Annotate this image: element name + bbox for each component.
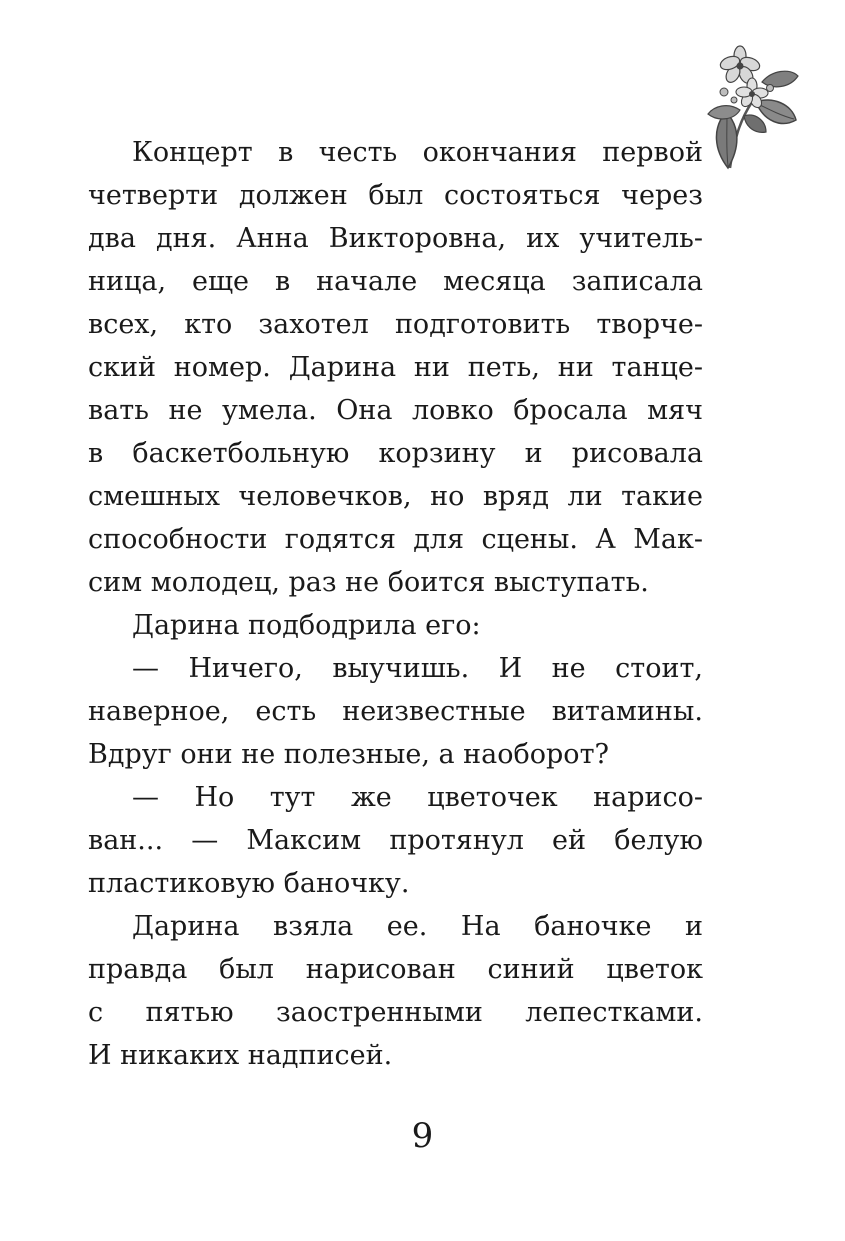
text-line: — Ничего, выучишь. И не стоит, <box>132 653 703 684</box>
flower-sprig-icon <box>700 40 800 175</box>
text-line: способности годятся для сцены. А Мак- <box>88 524 703 555</box>
text-line: правда был нарисован синий цветок <box>88 954 703 985</box>
text-line: вать не умела. Она ловко бросала мяч <box>88 395 703 426</box>
paragraph-4 <box>88 776 703 905</box>
text-line: два дня. Анна Викторовна, их учитель- <box>88 223 703 254</box>
paragraph-5 <box>88 905 703 1077</box>
paragraph-2 <box>88 604 703 647</box>
text-line: ница, еще в начале месяца записала <box>88 266 703 297</box>
paragraph-3 <box>88 647 703 776</box>
text-line: наверное, есть неизвестные витамины. <box>88 696 703 727</box>
text-line: ван... — Максим протянул ей белую <box>88 825 703 856</box>
paragraph-1 <box>88 131 703 604</box>
text-line: пластиковую баночку. <box>88 868 410 899</box>
text-line: в баскетбольную корзину и рисовала <box>88 438 703 469</box>
body-text <box>88 131 703 1077</box>
text-line: всех, кто захотел подготовить творче- <box>88 309 703 340</box>
text-line: Дарина подбодрила его: <box>132 610 481 641</box>
text-line: сим молодец, раз не боится выступать. <box>88 567 649 598</box>
text-line: с пятью заостренными лепестками. <box>88 997 703 1028</box>
page-number: 9 <box>411 1116 434 1156</box>
text-line: — Но тут же цветочек нарисо- <box>132 782 703 813</box>
text-line: Дарина взяла ее. На баночке и <box>132 911 703 942</box>
text-line: смешных человечков, но вряд ли такие <box>88 481 703 512</box>
text-line: Вдруг они не полезные, а наоборот? <box>88 739 609 770</box>
text-line: Концерт в честь окончания первой <box>132 137 703 168</box>
text-line: четверти должен был состояться через <box>88 180 703 211</box>
text-line: ский номер. Дарина ни петь, ни танце- <box>88 352 703 383</box>
text-line: И никаких надписей. <box>88 1040 393 1071</box>
